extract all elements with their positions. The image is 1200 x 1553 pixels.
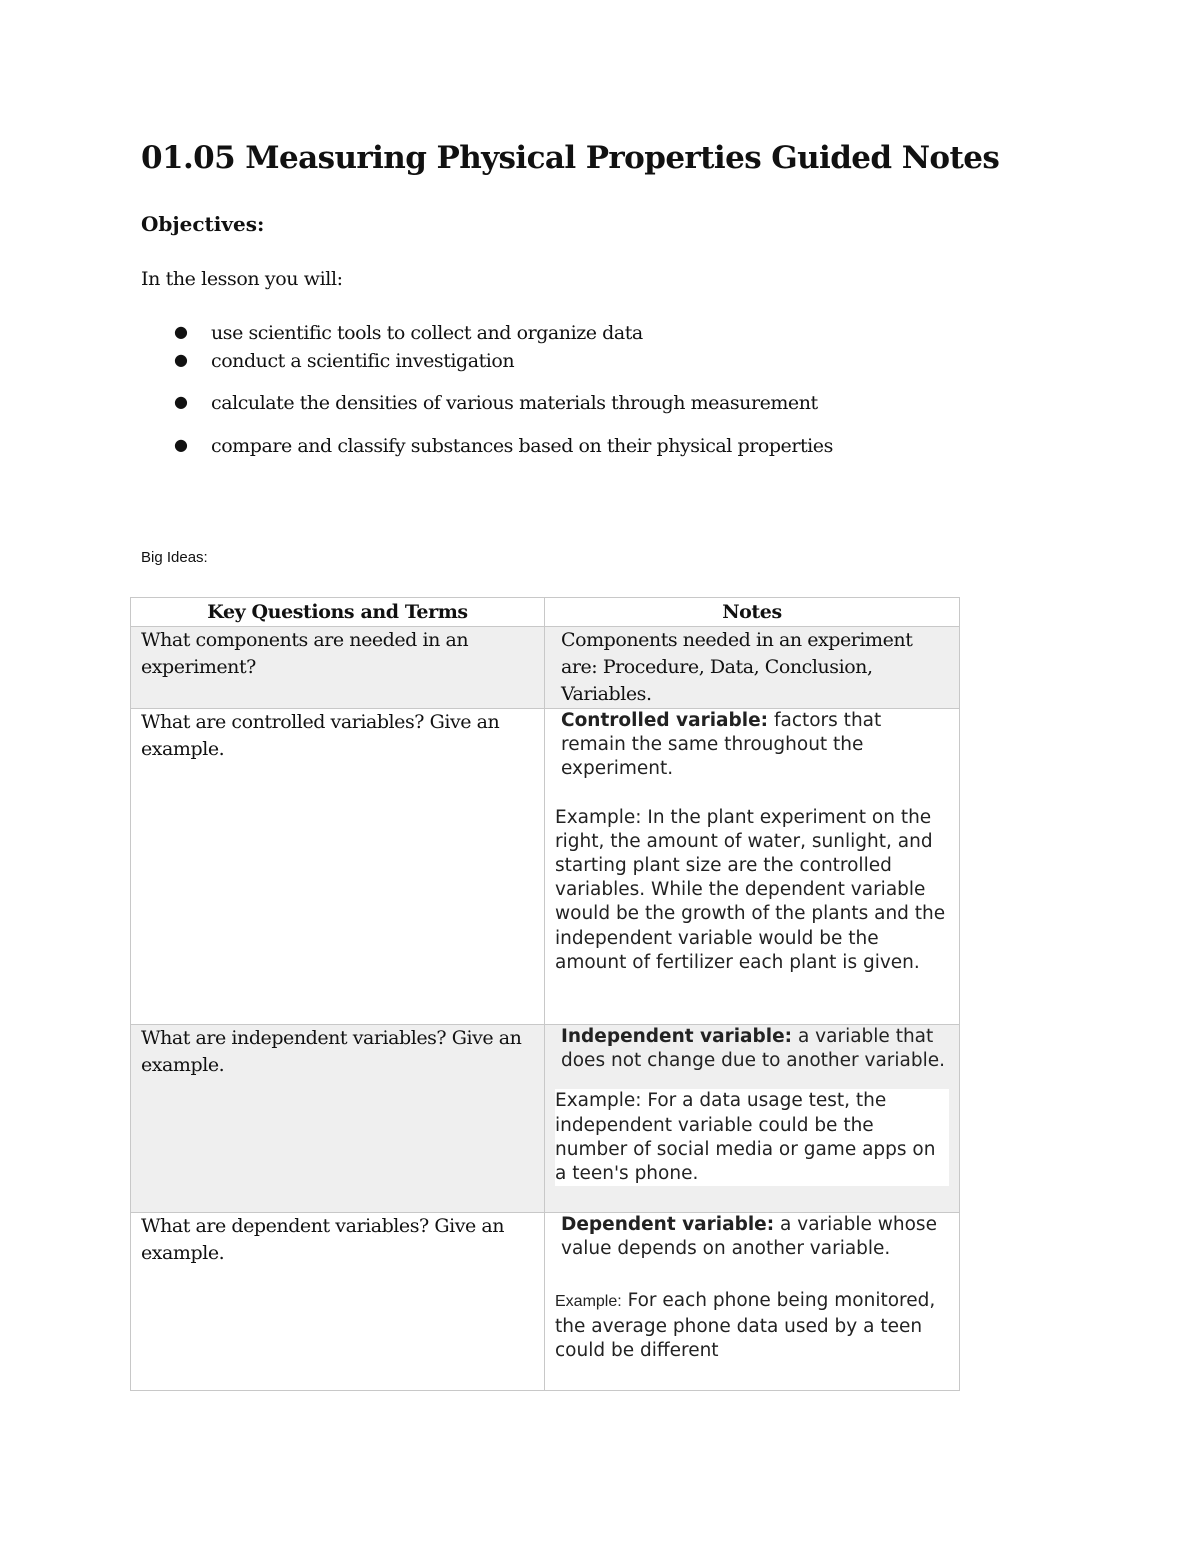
column-header-questions: Key Questions and Terms	[131, 598, 545, 627]
question-cell: What are independent variables? Give an example.	[131, 1025, 545, 1213]
term-label: Controlled variable:	[561, 710, 769, 731]
table-row	[131, 1213, 960, 1391]
bullet-icon: ●	[174, 435, 188, 454]
objective-text: conduct a scientific investigation	[211, 350, 515, 372]
question-cell: What are controlled variables? Give an example.	[131, 709, 545, 1025]
definition-text: a variable whose value depends on another variable.	[561, 1214, 937, 1260]
table-row	[131, 1025, 960, 1213]
objectives-heading: Objectives:	[141, 212, 265, 236]
objective-text: calculate the densities of various materials through measurement	[211, 392, 818, 414]
bullet-icon: ●	[174, 350, 188, 369]
notes-cell	[545, 709, 960, 1025]
example-label: Example:	[555, 1293, 622, 1311]
table-header-row	[131, 598, 960, 627]
notes-cell	[545, 1213, 960, 1391]
objective-text: use scientific tools to collect and organize data	[211, 322, 643, 344]
intro-text: In the lesson you will:	[141, 268, 343, 290]
bullet-icon: ●	[174, 322, 188, 341]
question-cell: What components are needed in an experiment?	[131, 627, 545, 709]
bullet-icon: ●	[174, 392, 188, 411]
question-cell: What are dependent variables? Give an example.	[131, 1213, 545, 1391]
example-text: Example: For a data usage test, the independent variable could be the number of social media or game apps on a teen's phone.	[555, 1089, 949, 1186]
table-row	[131, 709, 960, 1025]
guided-notes-table	[130, 597, 960, 1391]
definition-text: factors that remain the same throughout the experiment.	[561, 710, 882, 780]
example-paragraph	[555, 1289, 949, 1363]
example-text: For each phone being monitored, the average phone data used by a teen could be different	[555, 1290, 936, 1361]
table-row	[131, 627, 960, 709]
example-text: Example: In the plant experiment on the right, the amount of water, sunlight, and starting plant size are the controlled variables. While the dependent variable would be the growth of the plants and the independent variable would be the amount of fertilizer each plant is given.	[555, 806, 946, 973]
definition-line	[555, 709, 949, 782]
big-ideas-label: Big Ideas:	[141, 549, 208, 566]
definition-text: a variable that does not change due to another variable.	[561, 1026, 946, 1072]
term-label: Independent variable:	[561, 1026, 793, 1047]
notes-cell: Components needed in an experiment are: Procedure, Data, Conclusion, Variables.	[545, 627, 960, 709]
notes-cell	[545, 1025, 960, 1213]
term-label: Dependent variable:	[561, 1214, 775, 1235]
definition-line	[555, 1025, 949, 1073]
objective-text: compare and classify substances based on their physical properties	[211, 435, 833, 457]
document-title: 01.05 Measuring Physical Properties Guided Notes	[141, 140, 1000, 176]
definition-line	[555, 1213, 949, 1261]
column-header-notes: Notes	[545, 598, 960, 627]
